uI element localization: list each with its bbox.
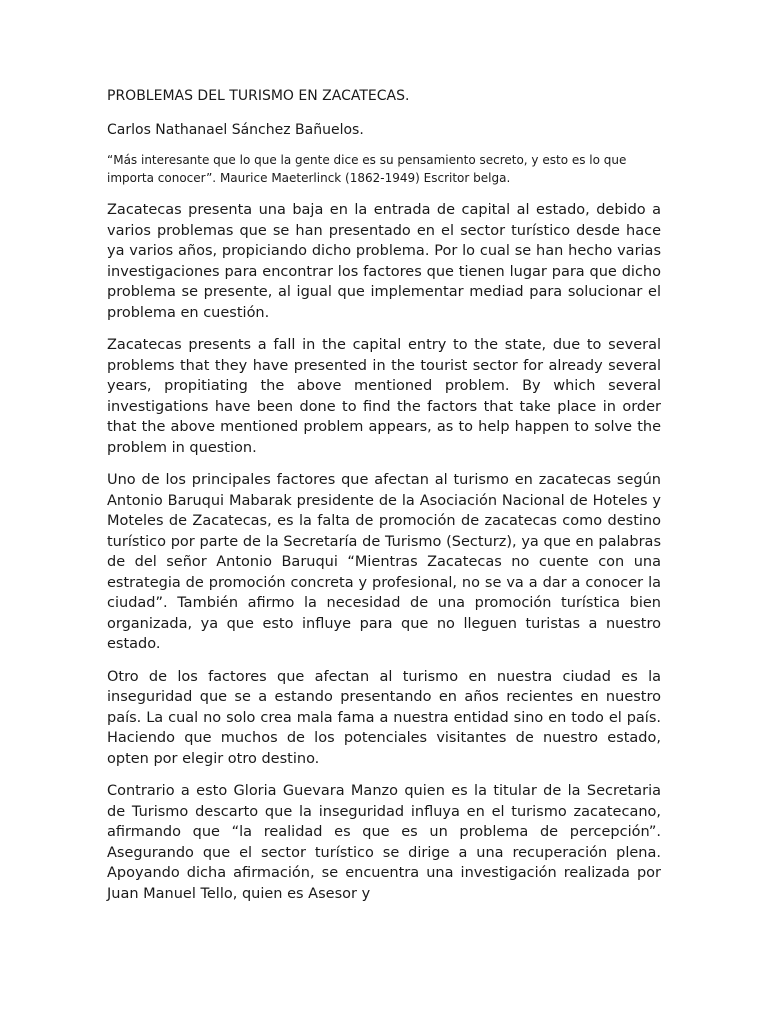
paragraph-intro-es: Zacatecas presenta una baja en la entrada de capital al estado, debido a varios problemas que se han presentado en el sector turístico desde hace ya varios años, propiciando dicho problema. Por lo cual se han hecho varias investigaciones para encontrar los factores que tienen lugar para que dicho problema se presente, al igual que implementar mediad para solucionar el problema en cuestión. bbox=[107, 202, 661, 321]
document-title: PROBLEMAS DEL TURISMO EN ZACATECAS. bbox=[107, 88, 410, 104]
document-author: Carlos Nathanael Sánchez Bañuelos. bbox=[107, 122, 364, 138]
document-page bbox=[107, 86, 661, 916]
paragraph-promotion-factor: Uno de los principales factores que afectan al turismo en zacatecas según Antonio Baruqui Mabarak presidente de la Asociación Nacional de Hoteles y Moteles de Zacatecas, es la falta de promoción de zacatecas como destino turístico por parte de la Secretaría de Turismo (Secturz), ya que en palabras de del señor Antonio Baruqui “Mientras Zacatecas no cuente con una estrategia de promoción concreta y profesional, no se va a dar a conocer la ciudad”. También afirmo la necesidad de una promoción turística bien organizada, ya que esto influye para que no lleguen turistas a nuestro estado. bbox=[107, 472, 661, 652]
paragraph-intro-en: Zacatecas presents a fall in the capital entry to the state, due to several problems that they have presented in the tourist sector for already several years, propitiating the above mentioned problem. By which several investigations have been done to find the factors that take place in order that the above mentioned problem appears, as to help happen to solve the problem in question. bbox=[107, 337, 661, 456]
epigraph-quote: “Más interesante que lo que la gente dice es su pensamiento secreto, y esto es lo que importa conocer”. Maurice Maeterlinck (1862-1949) Escritor belga. bbox=[107, 153, 627, 185]
paragraph-counterpoint: Contrario a esto Gloria Guevara Manzo quien es la titular de la Secretaria de Turismo descarto que la inseguridad influya en el turismo zacatecano, afirmando que “la realidad es que es un problema de percepción”. Asegurando que el sector turístico se dirige a una recuperación plena. Apoyando dicha afirmación, se encuentra una investigación realizada por Juan Manuel Tello, quien es Asesor y bbox=[107, 783, 661, 902]
paragraph-insecurity-factor: Otro de los factores que afectan al turismo en nuestra ciudad es la inseguridad que se a estando presentando en años recientes en nuestro país. La cual no solo crea mala fama a nuestra entidad sino en todo el país. Haciendo que muchos de los potenciales visitantes de nuestro estado, opten por elegir otro destino. bbox=[107, 668, 661, 767]
